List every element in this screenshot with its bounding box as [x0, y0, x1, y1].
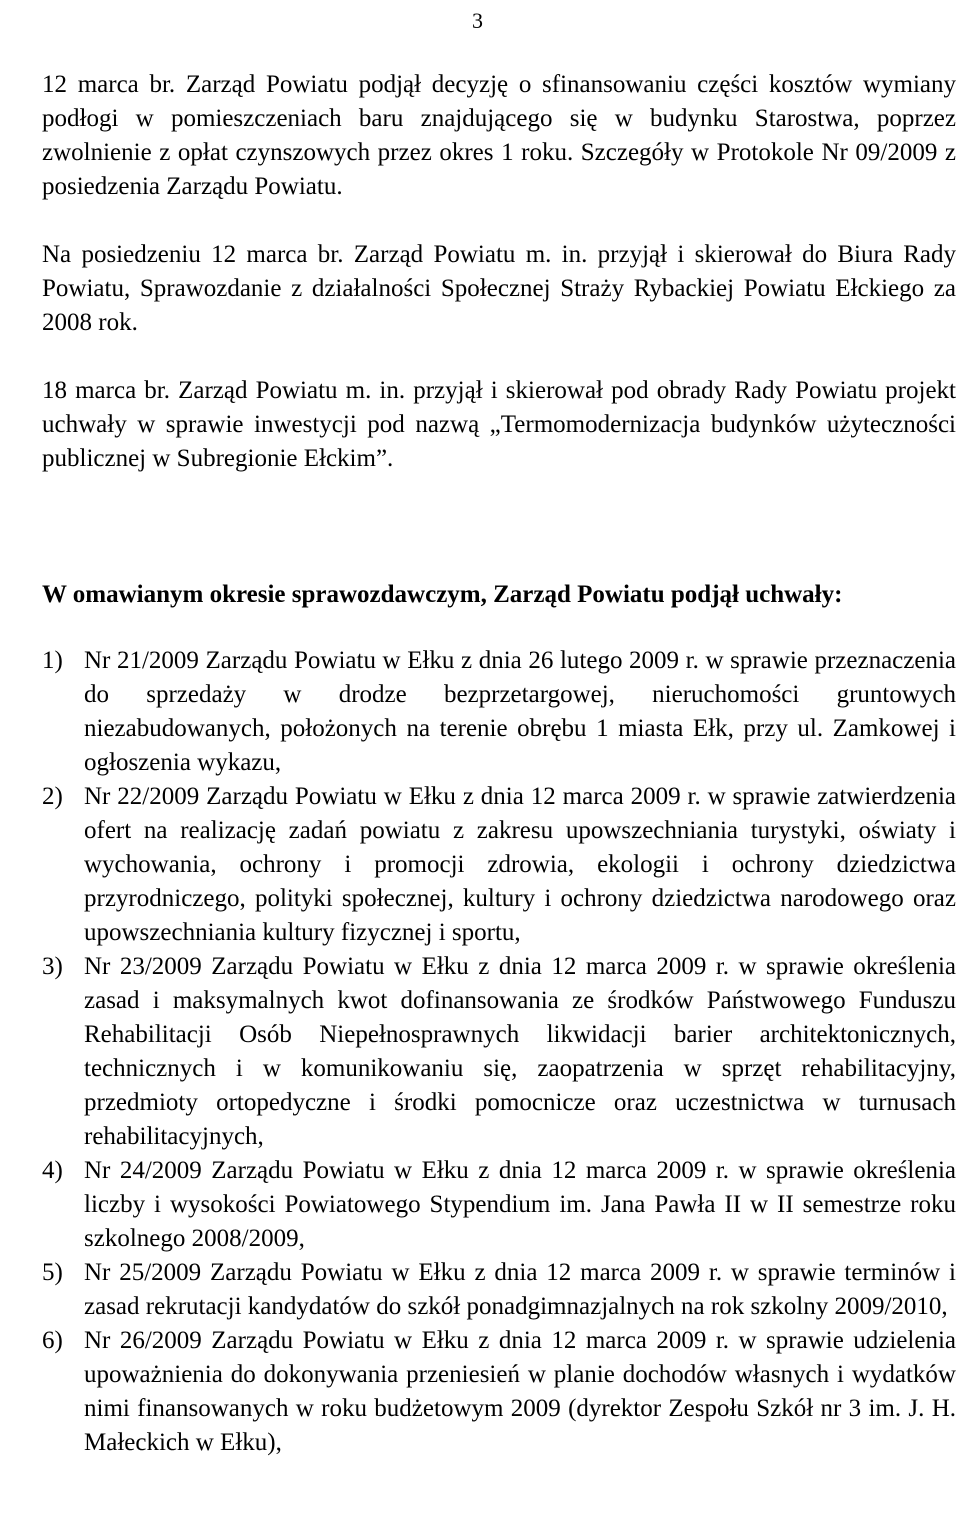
paragraph-floor-funding: 12 marca br. Zarząd Powiatu podjął decyzję o sfinansowaniu części kosztów wymiany podłogi w pomieszczeniach baru znajdującego się w budynku Starostwa, poprzez zwolnienie z opłat czynszowych przez okres 1 roku. Szczegóły w Protokole Nr 09/2009 z posiedzenia Zarządu Powiatu. [42, 71, 956, 200]
list-item-text: Nr 25/2009 Zarządu Powiatu w Ełku z dnia 12 marca 2009 r. w sprawie terminów i zasad rekrutacji kandydatów do szkół ponadgimnazjalnych na rok szkolny 2009/2010, [84, 1259, 956, 1320]
list-item-text: Nr 23/2009 Zarządu Powiatu w Ełku z dnia 12 marca 2009 r. w sprawie określenia zasad i maksymalnych kwot dofinansowania ze środków Państwowego Funduszu Rehabilitacji Osób Niepełnosprawnych likwidacji barier architektonicznych, technicznych i w komunikowaniu się, zaopatrzenia w sprzęt rehabilitacyjny, przedmioty ortopedyczne i środki pomocnicze oraz uczestnictwa w turnusach rehabilitacyjnych, [84, 953, 956, 1150]
list-item-number: 4) [42, 1157, 63, 1184]
list-item [42, 644, 956, 780]
list-item [42, 1324, 956, 1460]
list-item [42, 1154, 956, 1256]
document-body [42, 68, 956, 1460]
list-item-number: 1) [42, 647, 63, 674]
list-item [42, 780, 956, 950]
resolutions-list [0, 644, 956, 1460]
page-number: 3 [472, 8, 483, 33]
list-item-number: 6) [42, 1327, 63, 1354]
paragraph-fishing-guard-report: Na posiedzeniu 12 marca br. Zarząd Powiatu m. in. przyjął i skierował do Biura Rady Powiatu, Sprawozdanie z działalności Społecznej Straży Rybackiej Powiatu Ełckiego za 2008 rok. [42, 241, 956, 336]
list-item-text: Nr 24/2009 Zarządu Powiatu w Ełku z dnia 12 marca 2009 r. w sprawie określenia liczby i wysokości Powiatowego Stypendium im. Jana Pawła II w II semestrze roku szkolnego 2008/2009, [84, 1157, 956, 1252]
paragraph-thermomodernization: 18 marca br. Zarząd Powiatu m. in. przyjął i skierował pod obrady Rady Powiatu projekt uchwały w sprawie inwestycji pod nazwą „Termomodernizacja budynków użyteczności publicznej w Subregionie Ełckim”. [42, 377, 956, 472]
list-item [42, 1256, 956, 1324]
list-item-text: Nr 26/2009 Zarządu Powiatu w Ełku z dnia 12 marca 2009 r. w sprawie udzielenia upoważnienia do dokonywania przeniesień w planie dochodów własnych i wydatków nimi finansowanych w roku budżetowym 2009 (dyrektor Zespołu Szkół nr 3 im. J. H. Małeckich w Ełku), [84, 1327, 956, 1456]
list-item-text: Nr 21/2009 Zarządu Powiatu w Ełku z dnia 26 lutego 2009 r. w sprawie przeznaczenia do sprzedaży w drodze bezprzetargowej, nieruchomości gruntowych niezabudowanych, położonych na terenie obrębu 1 miasta Ełk, przy ul. Zamkowej i ogłoszenia wykazu, [84, 647, 956, 776]
list-item [42, 950, 956, 1154]
list-item-number: 3) [42, 953, 63, 980]
list-item-number: 5) [42, 1259, 63, 1286]
list-item-text: Nr 22/2009 Zarządu Powiatu w Ełku z dnia 12 marca 2009 r. w sprawie zatwierdzenia ofert na realizację zadań powiatu z zakresu upowszechniania turystyki, oświaty i wychowania, ochrony i promocji zdrowia, ekologii i ochrony dziedzictwa przyrodniczego, polityki społecznej, kultury i ochrony dziedzictwa narodowego oraz upowszechniania kultury fizycznej i sportu, [84, 783, 956, 946]
list-item-number: 2) [42, 783, 63, 810]
resolutions-heading: W omawianym okresie sprawozdawczym, Zarząd Powiatu podjął uchwały: [42, 581, 843, 608]
